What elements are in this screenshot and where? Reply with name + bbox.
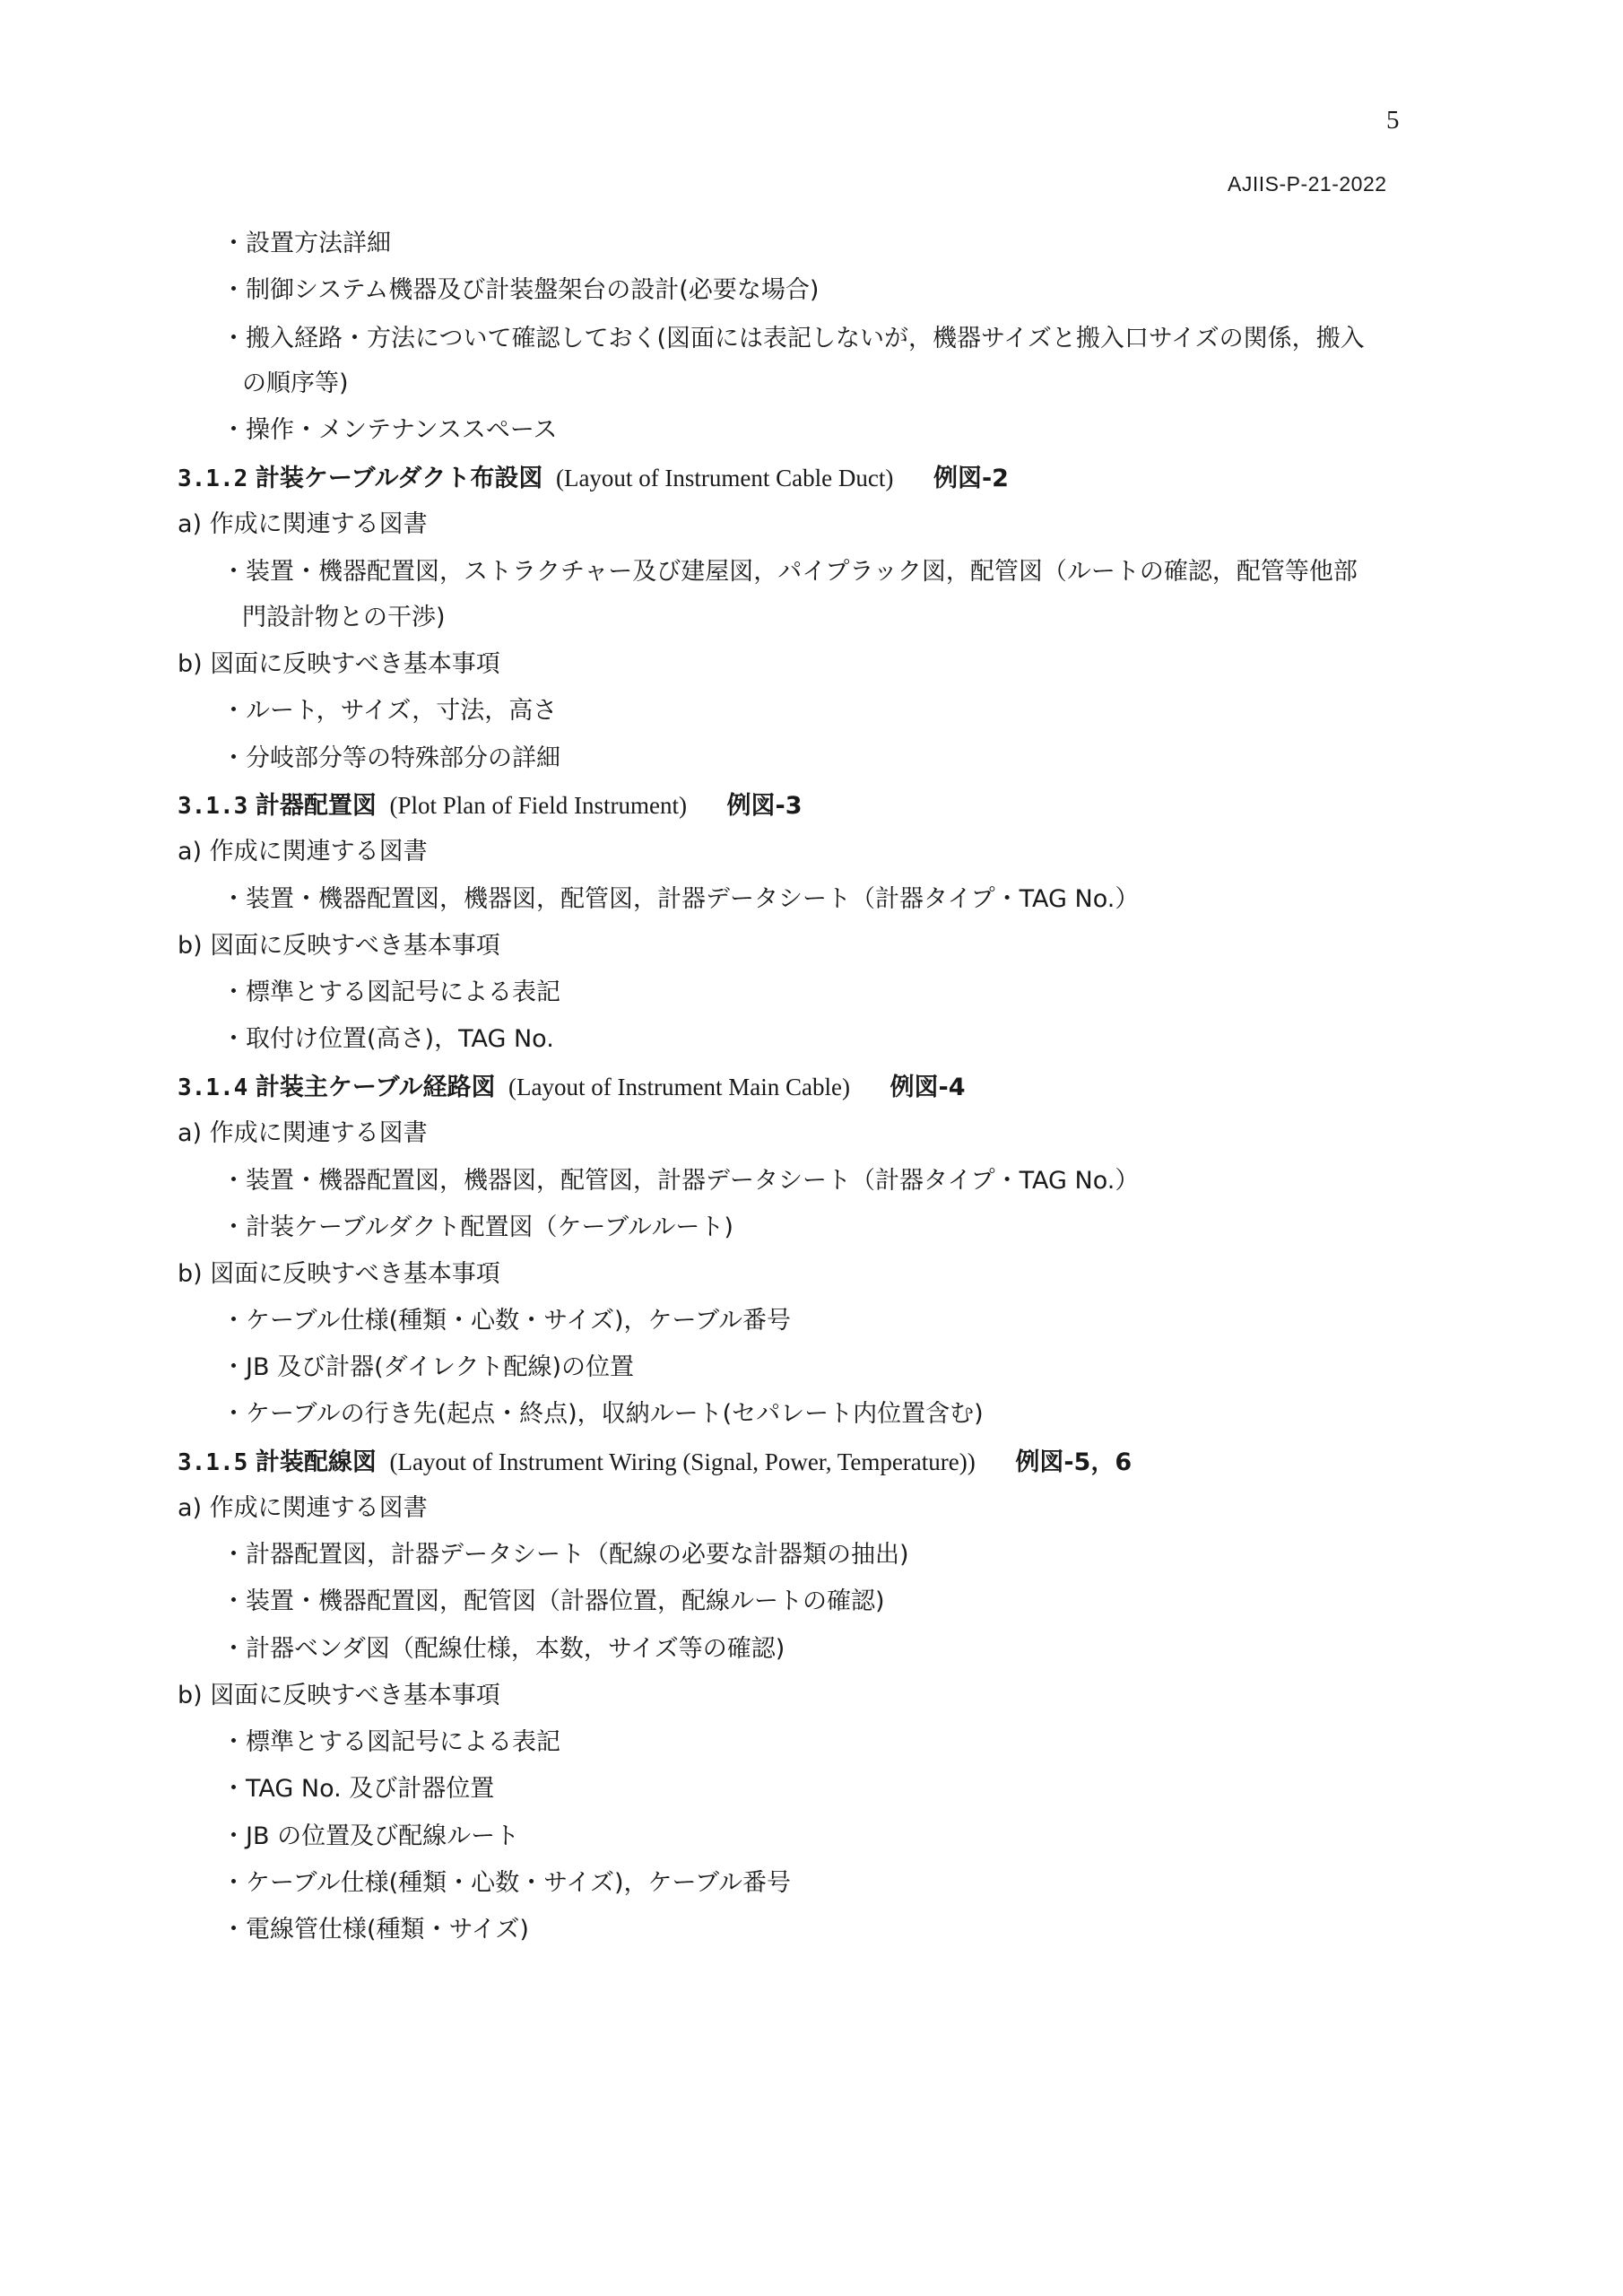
list-item: ・ケーブル仕様(種類・心数・サイズ)，ケーブル番号 [221, 1307, 792, 1335]
figure-reference: 例図-2 [933, 465, 1009, 492]
subsection-label: b) 図面に反映すべき基本事項 [178, 1682, 500, 1709]
section-heading-3-1-3 [178, 789, 803, 822]
section-heading-3-1-4 [178, 1071, 966, 1104]
subsection-label: b) 図面に反映すべき基本事項 [178, 932, 500, 960]
list-item: ・標準とする図記号による表記 [221, 978, 560, 1006]
list-item: ・制御システム機器及び計装盤架台の設計(必要な場合) [221, 276, 820, 304]
section-number: 3.1.3 [178, 793, 248, 820]
section-number: 3.1.5 [178, 1449, 248, 1476]
figure-reference: 例図-4 [890, 1074, 966, 1101]
subsection-label: a) 作成に関連する図書 [178, 838, 428, 865]
list-item-continuation: 門設計物との干渉) [242, 604, 446, 631]
list-item: ・標準とする図記号による表記 [221, 1728, 560, 1756]
list-item: ・装置・機器配置図，ストラクチャー及び建屋図，パイプラック図，配管図（ルートの確認，配管等他部 [221, 558, 1358, 586]
list-item: ・設置方法詳細 [221, 230, 391, 257]
section-title: 計器配置図 [255, 792, 377, 820]
section-english-title: (Layout of Instrument Main Cable) [508, 1074, 850, 1100]
list-item: ・ケーブル仕様(種類・心数・サイズ)，ケーブル番号 [221, 1869, 792, 1897]
subsection-label: a) 作成に関連する図書 [178, 1119, 428, 1147]
section-title: 計装ケーブルダクト布設図 [255, 465, 543, 492]
list-item-continuation: の順序等) [242, 370, 349, 397]
subsection-label: b) 図面に反映すべき基本事項 [178, 650, 500, 678]
subsection-label: a) 作成に関連する図書 [178, 510, 428, 538]
list-item: ・計器ベンダ図（配線仕様，本数，サイズ等の確認) [221, 1635, 785, 1663]
list-item: ・ルート，サイズ，寸法，高さ [221, 697, 558, 725]
section-english-title: (Plot Plan of Field Instrument) [389, 792, 687, 819]
section-number: 3.1.2 [178, 465, 248, 492]
figure-reference: 例図-3 [726, 792, 803, 820]
list-item: ・JB 及び計器(ダイレクト配線)の位置 [221, 1353, 635, 1381]
section-english-title: (Layout of Instrument Cable Duct) [555, 465, 894, 491]
page-number: 5 [1386, 106, 1400, 135]
section-heading-3-1-2 [178, 462, 1009, 495]
list-item: ・搬入経路・方法について確認しておく(図面には表記しないが，機器サイズと搬入口サイズの関係，搬入 [221, 325, 1365, 352]
section-number: 3.1.4 [178, 1074, 248, 1101]
section-title: 計装主ケーブル経路図 [255, 1074, 496, 1101]
section-heading-3-1-5 [178, 1446, 1132, 1479]
list-item: ・TAG No. 及び計器位置 [221, 1775, 495, 1803]
list-item: ・電線管仕様(種類・サイズ) [221, 1916, 529, 1944]
subsection-label: a) 作成に関連する図書 [178, 1494, 428, 1522]
list-item: ・装置・機器配置図，機器図，配管図，計器データシート（計器タイプ・TAG No.） [221, 885, 1140, 913]
list-item: ・操作・メンテナンススペース [221, 416, 558, 444]
section-english-title: (Layout of Instrument Wiring (Signal, Power, Temperature)) [389, 1448, 976, 1475]
list-item: ・取付け位置(高さ)，TAG No. [221, 1025, 554, 1053]
section-title: 計装配線図 [255, 1448, 377, 1476]
figure-reference: 例図-5，6 [1015, 1448, 1133, 1476]
list-item: ・装置・機器配置図，機器図，配管図，計器データシート（計器タイプ・TAG No.） [221, 1167, 1140, 1195]
list-item: ・JB の位置及び配線ルート [221, 1822, 520, 1850]
document-code: AJIIS-P-21-2022 [1228, 172, 1387, 196]
list-item: ・分岐部分等の特殊部分の詳細 [221, 744, 560, 772]
subsection-label: b) 図面に反映すべき基本事項 [178, 1260, 500, 1288]
list-item: ・装置・機器配置図，配管図（計器位置，配線ルートの確認) [221, 1587, 885, 1615]
list-item: ・計器配置図，計器データシート（配線の必要な計器類の抽出) [221, 1541, 909, 1569]
list-item: ・計装ケーブルダクト配置図（ケーブルルート) [221, 1213, 733, 1241]
list-item: ・ケーブルの行き先(起点・終点)，収納ルート(セパレート内位置含む) [221, 1400, 984, 1428]
